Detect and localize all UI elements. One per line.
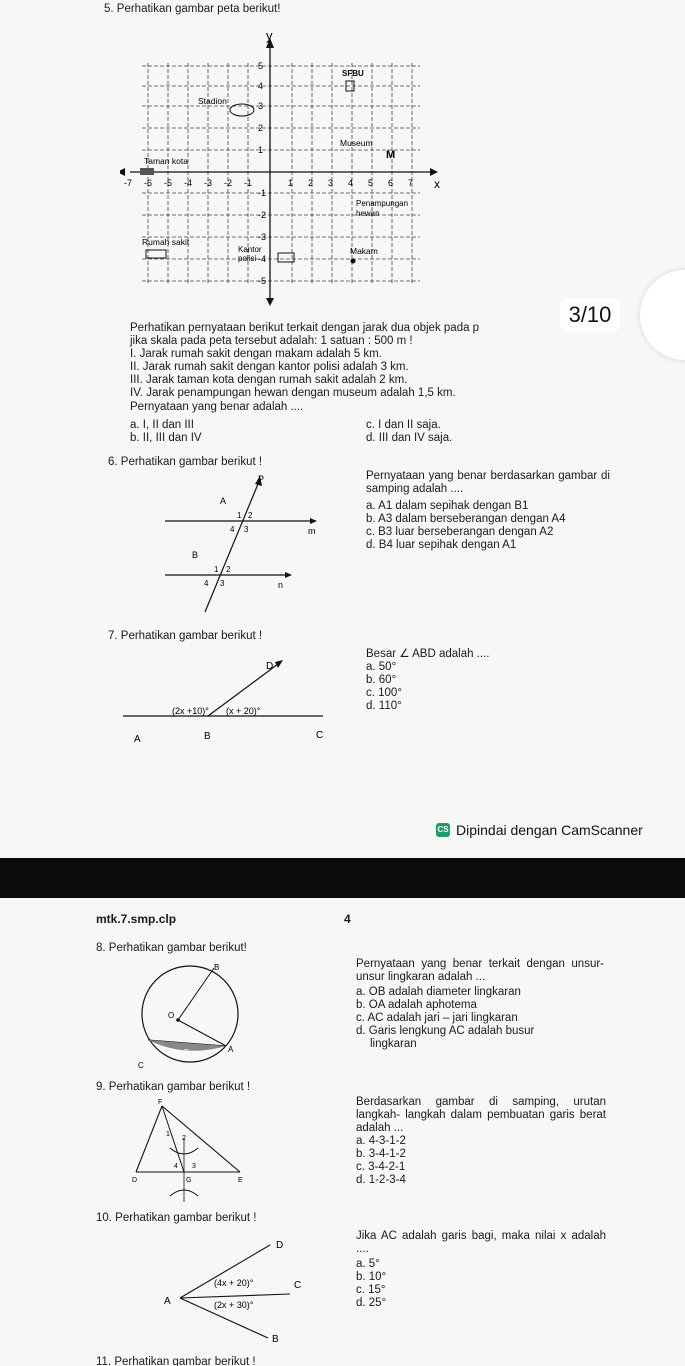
q5-statement: I. Jarak rumah sakit dengan makam adalah 5 km.: [130, 348, 382, 360]
x-tick-label: -7: [124, 178, 133, 188]
x-tick-label: 6: [388, 178, 394, 188]
x-tick-label: 1: [288, 178, 294, 188]
x-tick-label: -6: [144, 178, 153, 188]
q9-option-b[interactable]: b. 3-4-1-2: [356, 1148, 406, 1160]
q11-heading-partial: 11. Perhatikan gambar berikut !: [96, 1356, 256, 1366]
label-b: B: [192, 550, 199, 560]
q8-options: [356, 986, 534, 1051]
x-tick-label: 5: [368, 178, 374, 188]
q9-question: Berdasarkan gambar di samping, urutan langkah- langkah dalam pembuatan garis berat adalah ...: [356, 1096, 606, 1134]
q8-question: Pernyataan yang benar terkait dengan unsur-unsur lingkaran adalah ...: [356, 958, 604, 983]
y-tick-label: 4: [258, 81, 264, 91]
label-a3: 3: [244, 525, 249, 534]
map-taman-kota: Taman kota: [144, 156, 188, 166]
x-tick-label: 7: [408, 178, 414, 188]
q5-statements: [130, 348, 456, 400]
label-o: O: [168, 1011, 175, 1020]
q10-options: [356, 1258, 386, 1310]
q5-option-b[interactable]: b. II, III dan IV: [130, 432, 202, 444]
map-kantor: Kantor: [238, 245, 262, 254]
label-g: G: [186, 1177, 192, 1184]
camscanner-logo-icon: CS: [436, 823, 450, 837]
q9-option-c[interactable]: c. 3-4-2-1: [356, 1161, 406, 1173]
q8-heading: 8. Perhatikan gambar berikut!: [96, 942, 247, 954]
x-tick-label: -2: [224, 178, 233, 188]
q8-option-c[interactable]: c. AC adalah jari – jari lingkaran: [356, 1012, 518, 1024]
label-b4: 4: [204, 579, 209, 588]
q9-option-a[interactable]: a. 4-3-1-2: [356, 1135, 406, 1147]
q5-scale: jika skala pada peta tersebut adalah: 1 satuan : 500 m !: [130, 335, 413, 347]
x-tick-label: 2: [308, 178, 314, 188]
q10-angle-bisector-figure: [150, 1230, 310, 1352]
q7-options: [366, 661, 402, 713]
label-a2: 2: [248, 511, 253, 520]
label-a: A: [164, 1296, 171, 1307]
label-3: 3: [192, 1163, 196, 1170]
q10-option-a[interactable]: a. 5°: [356, 1258, 380, 1270]
scanned-page-2: [0, 898, 685, 1366]
q10-option-b[interactable]: b. 10°: [356, 1271, 387, 1283]
x-tick-label: -1: [244, 178, 253, 188]
label-left-angle: (2x +10)°: [172, 706, 209, 716]
q8-option-b[interactable]: b. OA adalah aphotema: [356, 999, 477, 1011]
map-x-label: x: [434, 177, 440, 191]
label-4: 4: [174, 1163, 178, 1170]
y-tick-label: -4: [258, 254, 267, 264]
q7-option-b[interactable]: b. 60°: [366, 674, 397, 686]
floating-action-bubble[interactable]: [640, 270, 685, 360]
y-tick-label: 5: [258, 61, 264, 71]
q7-question: Besar ∠ ABD adalah ....: [366, 648, 490, 660]
museum-sign-icon: M: [386, 149, 396, 161]
q7-option-a[interactable]: a. 50°: [366, 661, 397, 673]
label-b: B: [214, 963, 220, 972]
q9-triangle-figure: [128, 1098, 258, 1208]
map-stadion: Stadion: [198, 96, 227, 106]
y-tick-label: -1: [258, 188, 267, 198]
label-c: C: [316, 730, 324, 741]
q5-statement: III. Jarak taman kota dengan rumah sakit adalah 2 km.: [130, 374, 408, 386]
park-icon: [140, 168, 154, 175]
label-a1: 1: [237, 511, 242, 520]
x-tick-label: -4: [184, 178, 193, 188]
coordinate-map: [120, 18, 440, 308]
label-lower-angle: (2x + 30)°: [214, 1300, 254, 1310]
map-hewan: hewan: [356, 209, 380, 218]
x-tick-labels: [124, 178, 413, 188]
x-tick-label: -3: [204, 178, 213, 188]
label-b1: 1: [214, 565, 219, 574]
q5-option-a[interactable]: a. I, II dan III: [130, 419, 194, 431]
label-2: 2: [182, 1135, 186, 1142]
hospital-icon: [146, 250, 166, 258]
q6-options: [366, 500, 566, 552]
q7-option-c[interactable]: c. 100°: [366, 687, 402, 699]
q6-parallel-lines-figure: [160, 472, 340, 622]
label-e: E: [238, 1177, 243, 1184]
camscanner-watermark: [436, 820, 643, 840]
q8-circle-figure: [130, 960, 260, 1075]
q5-prompt: Pernyataan yang benar adalah ....: [130, 401, 304, 413]
q5-statement: II. Jarak rumah sakit dengan kantor polisi adalah 3 km.: [130, 361, 409, 373]
q5-option-d[interactable]: d. III dan IV saja.: [366, 432, 453, 444]
x-tick-label: 3: [328, 178, 334, 188]
map-museum: Museum: [340, 138, 373, 148]
y-tick-label: 1: [258, 145, 264, 155]
q7-angle-figure: [118, 652, 338, 752]
q10-option-d[interactable]: d. 25°: [356, 1297, 387, 1309]
label-p: P: [258, 474, 265, 484]
q6-option-c[interactable]: c. B3 luar berseberangan dengan A2: [366, 526, 554, 538]
q5-heading: 5. Perhatikan gambar peta berikut!: [104, 3, 281, 15]
grave-icon: [351, 259, 356, 264]
map-y-label: y: [266, 28, 273, 43]
map-sfbu: SFBU: [342, 69, 364, 78]
page2-header-left: mtk.7.smp.clp: [96, 912, 177, 926]
label-upper-angle: (4x + 20)°: [214, 1278, 254, 1288]
label-right-angle: (x + 20)°: [226, 706, 261, 716]
label-d: D: [276, 1240, 284, 1251]
label-b: B: [204, 731, 211, 742]
label-m: m: [308, 526, 316, 536]
map-makam: Makam: [350, 246, 378, 256]
q6-question: Pernyataan yang benar berdasarkan gambar di samping adalah ....: [366, 470, 610, 495]
page-counter-badge: 3/10: [560, 298, 620, 332]
y-tick-label: 2: [258, 123, 264, 133]
y-tick-label: -5: [258, 276, 267, 286]
camscanner-text: Dipindai dengan CamScanner: [456, 822, 643, 838]
q8-option-d-continued: lingkaran: [370, 1038, 417, 1050]
q7-heading: 7. Perhatikan gambar berikut !: [108, 630, 263, 642]
q8-option-d[interactable]: d. Garis lengkung AC adalah busur: [356, 1025, 535, 1037]
label-d: D: [184, 1049, 190, 1056]
label-b: B: [272, 1334, 279, 1345]
q7-option-d[interactable]: d. 110°: [366, 700, 402, 712]
label-d: D: [132, 1177, 138, 1184]
label-d: D: [266, 661, 274, 672]
label-n: n: [278, 580, 284, 590]
label-c: C: [294, 1280, 302, 1291]
x-tick-label: 4: [348, 178, 354, 188]
q6-heading: 6. Perhatikan gambar berikut !: [108, 456, 263, 468]
q8-option-a[interactable]: a. OB adalah diameter lingkaran: [356, 986, 521, 998]
label-b3: 3: [220, 579, 225, 588]
label-a: A: [134, 734, 141, 745]
map-polisi: polisi: [238, 254, 257, 263]
label-a4: 4: [230, 525, 235, 534]
q5-option-c[interactable]: c. I dan II saja.: [366, 419, 441, 431]
q6-option-b[interactable]: b. A3 dalam berseberangan dengan A4: [366, 513, 566, 525]
q10-heading: 10. Perhatikan gambar berikut !: [96, 1212, 257, 1224]
y-tick-label: -2: [258, 210, 267, 220]
map-rumah-sakit: Rumah sakit: [142, 237, 190, 247]
y-tick-label: 3: [258, 101, 264, 111]
y-tick-label: -3: [258, 232, 267, 242]
q10-option-c[interactable]: c. 15°: [356, 1284, 386, 1296]
page2-header-page: 4: [344, 912, 351, 926]
q10-question: Jika AC adalah garis bagi, maka nilai x adalah ....: [356, 1230, 606, 1255]
q9-option-d[interactable]: d. 1-2-3-4: [356, 1174, 406, 1186]
q5-statement: IV. Jarak penampungan hewan dengan museum adalah 1,5 km.: [130, 387, 456, 399]
q9-options: [356, 1135, 406, 1187]
x-tick-label: -5: [164, 178, 173, 188]
page-separator: [0, 858, 685, 898]
label-c: C: [138, 1061, 144, 1070]
label-a: A: [220, 496, 227, 506]
q6-option-a[interactable]: a. A1 dalam sepihak dengan B1: [366, 500, 529, 512]
q6-option-d[interactable]: d. B4 luar sepihak dengan A1: [366, 539, 517, 551]
q9-heading: 9. Perhatikan gambar berikut !: [96, 1081, 251, 1093]
label-f: F: [158, 1099, 163, 1106]
label-b2: 2: [226, 565, 231, 574]
label-a: A: [228, 1045, 234, 1054]
map-penampungan: Penampungan: [356, 199, 409, 208]
label-1: 1: [166, 1131, 170, 1138]
q5-intro: Perhatikan pernyataan berikut terkait dengan jarak dua objek pada p: [130, 322, 480, 334]
